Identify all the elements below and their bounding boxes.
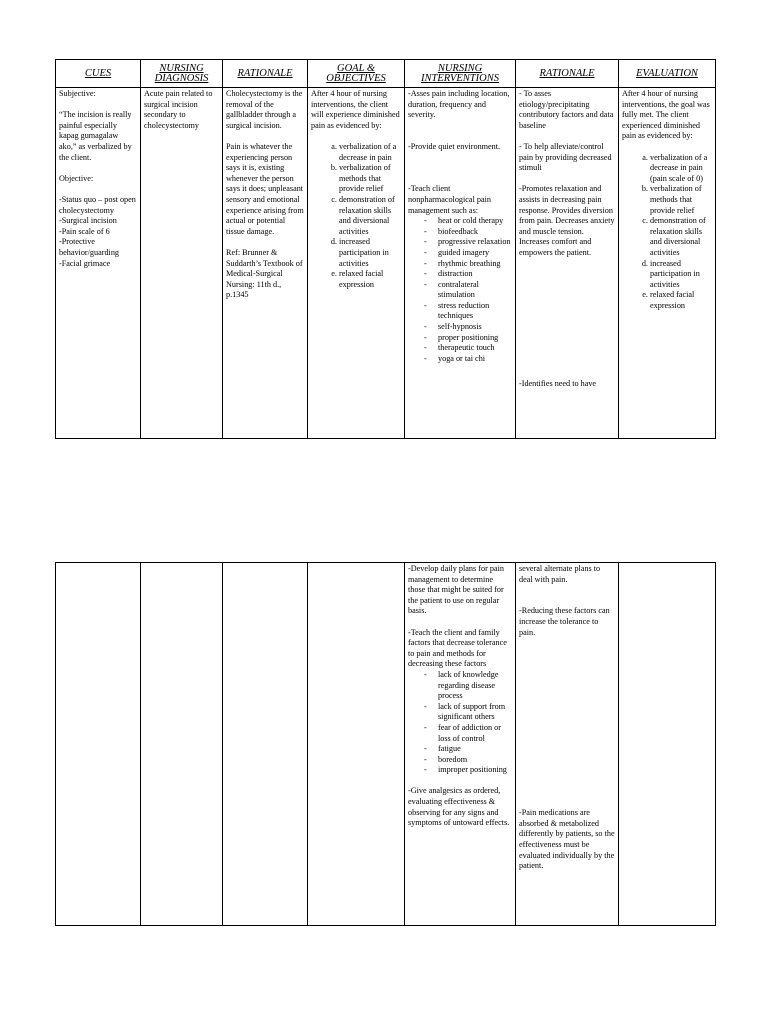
factor-item: - fatigue [438, 744, 512, 755]
header-goal-objectives: GOAL & OBJECTIVES [308, 60, 405, 88]
evaluation-cell [619, 88, 716, 439]
intervention-text: -Asses pain including location, duration, frequency and severity. [408, 89, 510, 120]
evaluation-item: b. verbalization of methods that provide relief [650, 184, 712, 216]
rationale-item: - To asses etiology/precipitating contributory factors and data baseline [519, 89, 614, 130]
nonpharm-methods-list [408, 216, 512, 364]
intervention-rationale-cell [516, 88, 619, 439]
factor-item: - lack of support from significant others [438, 702, 512, 723]
rationale-item: -Reducing these factors can increase the tolerance to pain. [519, 606, 610, 637]
factor-item: - boredom [438, 755, 512, 766]
factor-item: - improper positioning [438, 765, 512, 776]
evaluation-item: a. verbalization of a decrease in pain (pain scale of 0) [650, 153, 712, 185]
method-item: - progressive relaxation [438, 237, 512, 248]
intervention-text: -Provide quiet environment. [408, 141, 501, 151]
goal-cell [308, 88, 405, 439]
rationale-item: several alternate plans to deal with pain. [519, 564, 601, 584]
diagnosis-text: Acute pain related to surgical incision secondary to cholecystectomy [144, 89, 213, 130]
rationale-cell [223, 88, 308, 439]
goal-intro: After 4 hour of nursing interventions, the client will experience diminished pain as evidenced by: [311, 89, 400, 130]
header-evaluation: EVALUATION [619, 60, 716, 88]
evaluation-item: e. relaxed facial expression [650, 290, 712, 311]
evaluation-cell-empty [619, 563, 716, 926]
factors-list [408, 670, 512, 776]
intervention-text: -Develop daily plans for pain management to determine those that might be suited for the patient to use on regular basis. [408, 564, 504, 616]
rationale-paragraph: Pain is whatever the experiencing person says it is, existing whenever the person says it does; unpleasant sensory and emotional experience arising from actual or potential tissue damage. [226, 141, 304, 236]
rationale-item: - To help alleviate/control pain by providing decreased stimuli [519, 141, 612, 173]
goal-item: c. demonstration of relaxation skills and diversional activities [339, 195, 401, 237]
method-item: - stress reduction techniques [438, 301, 512, 322]
rationale-item: -Identifies need to have [519, 378, 597, 388]
header-nursing-diagnosis: NURSING DIAGNOSIS [141, 60, 223, 88]
rationale-paragraph: Cholecystectomy is the removal of the gallbladder through a surgical incision. [226, 89, 303, 130]
goal-item: b. verbalization of methods that provide relief [339, 163, 401, 195]
goal-list [311, 142, 401, 290]
header-rationale-2: RATIONALE [516, 60, 619, 88]
rationale-item: -Pain medications are absorbed & metabolized differently by patients, so the effectiveness must be evaluated individually by the patient. [519, 808, 615, 871]
subjective-label: Subjective: [59, 89, 96, 98]
method-item: - rhythmic breathing [438, 259, 512, 270]
objective-item: -Protective behavior/guarding [59, 237, 120, 257]
cues-cell-empty [56, 563, 141, 926]
header-rationale: RATIONALE [223, 60, 308, 88]
header-cues: CUES [56, 60, 141, 88]
care-plan-table-page-2 [55, 562, 716, 926]
goal-item: e. relaxed facial expression [339, 269, 401, 290]
factor-item: - lack of knowledge regarding disease process [438, 670, 512, 702]
objective-item: -Status quo – post open cholecystectomy [59, 194, 136, 215]
method-item: - distraction [438, 269, 512, 280]
factor-item: - fear of addiction or loss of control [438, 723, 512, 744]
objective-item: -Pain scale of 6 [59, 226, 110, 236]
subjective-quote: “The incision is really painful especially kapag gumagalaw ako,” as verbalized by the client. [59, 110, 132, 162]
objective-item: -Facial grimace [59, 258, 111, 268]
method-item: - proper positioning [438, 333, 512, 344]
header-row [56, 60, 716, 88]
diagnosis-cell-empty [141, 563, 223, 926]
intervention-text: -Give analgesics as ordered, evaluating effectiveness & observing for any signs and symptoms of untoward effects. [408, 786, 510, 828]
body-row-continued [56, 563, 716, 926]
evaluation-item: c. demonstration of relaxation skills and diversional activities [650, 216, 712, 258]
reference-text: Ref: Brunner & Suddarth’s Textbook of Medical-Surgical Nursing: 11th d., p.1345 [226, 247, 303, 300]
header-nursing-interventions: NURSING INTERVENTIONS [405, 60, 516, 88]
rationale-cell-empty [223, 563, 308, 926]
diagnosis-cell [141, 88, 223, 439]
method-item: - guided imagery [438, 248, 512, 259]
evaluation-item: d. increased participation in activities [650, 259, 712, 291]
method-item: - biofeedback [438, 227, 512, 238]
interventions-cell [405, 88, 516, 439]
goal-cell-empty [308, 563, 405, 926]
intervention-text: -Teach the client and family factors that decrease tolerance to pain and methods for decreasing these factors [408, 627, 507, 669]
interventions-cell-continued [405, 563, 516, 926]
method-item: - contralateral stimulation [438, 280, 512, 301]
body-row [56, 88, 716, 439]
objective-item: -Surgical incision [59, 216, 117, 226]
goal-item: a. verbalization of a decrease in pain [339, 142, 401, 163]
cues-cell [56, 88, 141, 439]
method-item: - therapeutic touch [438, 343, 512, 354]
method-item: - self-hypnosis [438, 322, 512, 333]
intervention-text: -Teach client nonpharmacological pain management such as: [408, 184, 491, 215]
goal-item: d. increased participation in activities [339, 237, 401, 269]
method-item: - heat or cold therapy [438, 216, 512, 227]
objective-label: Objective: [59, 173, 94, 183]
care-plan-table-page-1 [55, 59, 716, 439]
evaluation-intro: After 4 hour of nursing interventions, the goal was fully met. The client experienced diminished pain as evidenced by: [622, 89, 710, 141]
intervention-rationale-cell-continued [516, 563, 619, 926]
rationale-item: -Promotes relaxation and assists in decreasing pain response. Provides diversion from pain. Decreases anxiety and muscle tension. Increases comfort and empowers the patient. [519, 184, 615, 257]
method-item: - yoga or tai chi [438, 354, 512, 365]
evaluation-list [622, 153, 712, 312]
